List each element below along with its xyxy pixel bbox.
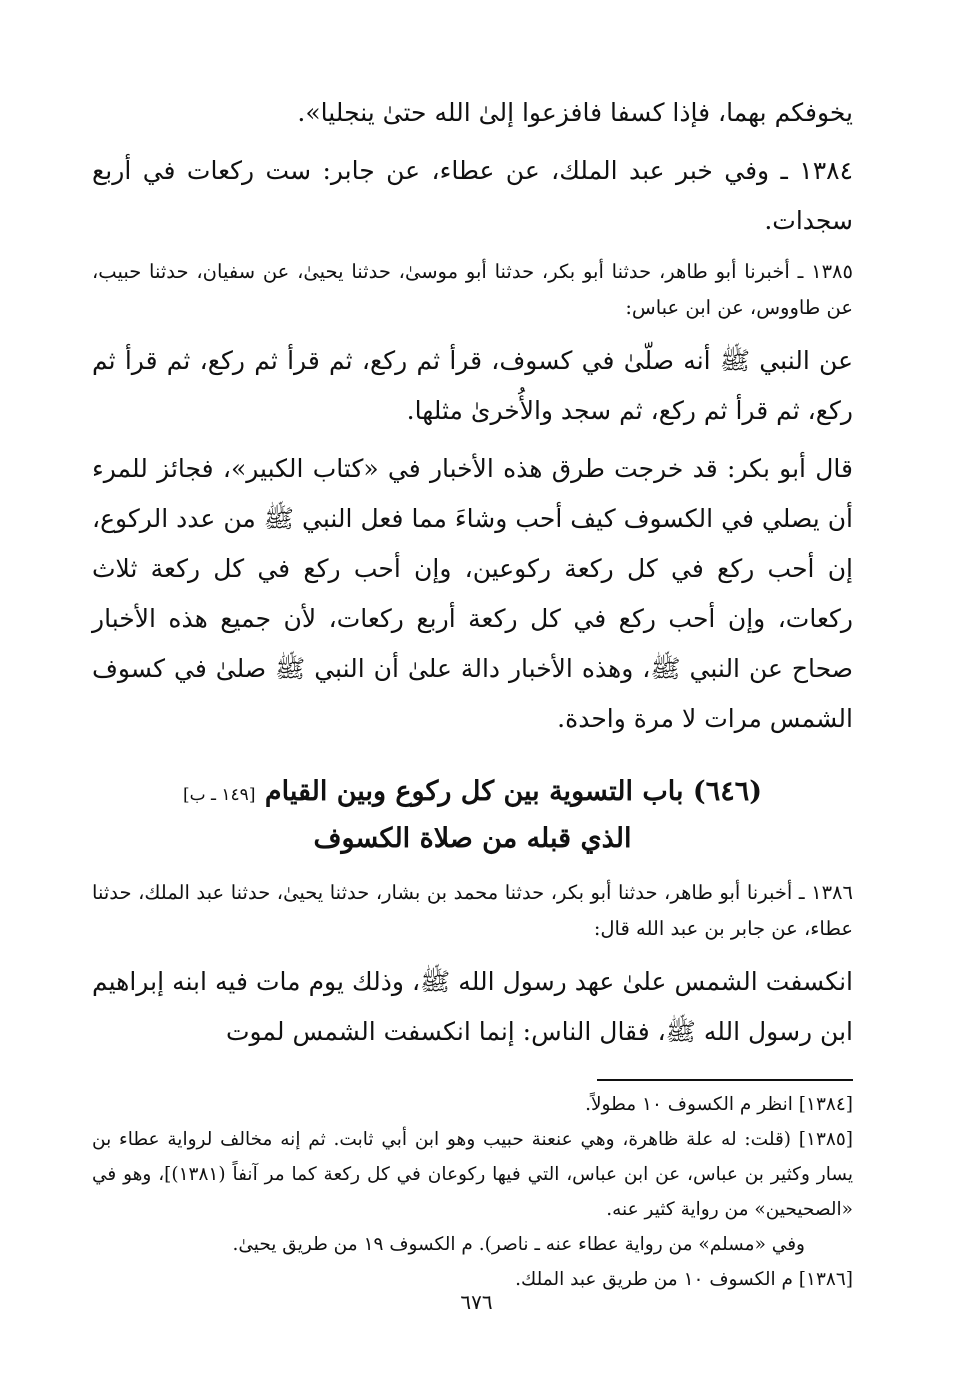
footnotes: [92, 1087, 853, 1297]
paragraph-continuation: يخوفكم بهما، فإذا كسفا فافزعوا إلىٰ الله حتىٰ ينجليا».: [297, 98, 853, 127]
hadith-1384: ١٣٨٤ ـ وفي خبر عبد الملك، عن عطاء، عن جابر: ست ركعات في أربع سجدات.: [92, 156, 853, 235]
matn-1386: انكسفت الشمس علىٰ عهد رسول الله ﷺ، وذلك يوم مات فيه ابنه إبراهيم ابن رسول الله ﷺ، فقال الناس: إنما انكسفت الشمس لموت: [92, 967, 853, 1046]
chapter-heading: [92, 770, 853, 861]
isnad-1386: ١٣٨٦ ـ أخبرنا أبو طاهر، حدثنا أبو بكر، حدثنا محمد بن بشار، حدثنا يحيىٰ، حدثنا عبد الملك، حدثنا عطاء، عن جابر بن عبد الله قال:: [92, 881, 853, 940]
page-number: ٦٧٦: [460, 1290, 493, 1314]
footnote-1385-continued: وفي «مسلم» من رواية عطاء عنه ـ ناصر). م الكسوف ١٩ من طريق يحيىٰ.: [232, 1234, 805, 1255]
footnote-divider: [597, 1079, 853, 1087]
manuscript-ref: [١٤٩ ـ ب]: [182, 785, 256, 805]
chapter-title-main: (٦٤٦) باب التسوية بين كل ركوع وبين القيام: [264, 776, 763, 807]
chapter-title-line2: الذي قبله من صلاة الكسوف: [313, 823, 632, 854]
footnote-1385: [١٣٨٥] (قلت: له علة ظاهرة، وهي عنعنة حبيب وهو ابن أبي ثابت. ثم إنه مخالف لرواية عطاء بن يسار وكثير بن عباس، عن ابن عباس، التي فيها ركوعان في كل ركعة كما مر آنفاً (١٣٨١)]، وهو في «الصحيحين» من رواية كثير عنه.: [92, 1129, 853, 1220]
isnad-1385: ١٣٨٥ ـ أخبرنا أبو طاهر، حدثنا أبو بكر، حدثنا أبو موسىٰ، حدثنا يحيىٰ، عن سفيان، حدثنا حبيب، عن طاووس، عن ابن عباس:: [92, 260, 853, 319]
footnote-1386: [١٣٨٦] م الكسوف ١٠ من طريق عبد الملك.: [515, 1269, 853, 1290]
footnote-1384: [١٣٨٤] انظر م الكسوف ١٠ مطولاً.: [585, 1094, 853, 1115]
commentary-abu-bakr: قال أبو بكر: قد خرجت طرق هذه الأخبار في «كتاب الكبير»، فجائز للمرء أن يصلي في الكسوف كيف أحب وشاءَ مما فعل النبي ﷺ من عدد الركوع، إن أحب ركع في كل ركعة ركوعين، وإن أحب ركع في كل ركعة ثلاث ركعات، وإن أحب ركع في كل ركعة أربع ركعات، لأن جميع هذه الأخبار صحاح عن النبي ﷺ، وهذه الأخبار دالة علىٰ أن النبي ﷺ صلىٰ في كسوف الشمس مرات لا مرة واحدة.: [92, 454, 853, 733]
chapter-title-line1: [92, 770, 853, 817]
matn-1385: عن النبي ﷺ أنه صلّىٰ في كسوف، قرأ ثم ركع، ثم قرأ ثم ركع، ثم قرأ ثم ركع، ثم قرأ ثم ركع، ثم سجد والأُخرىٰ مثلها.: [92, 346, 853, 425]
